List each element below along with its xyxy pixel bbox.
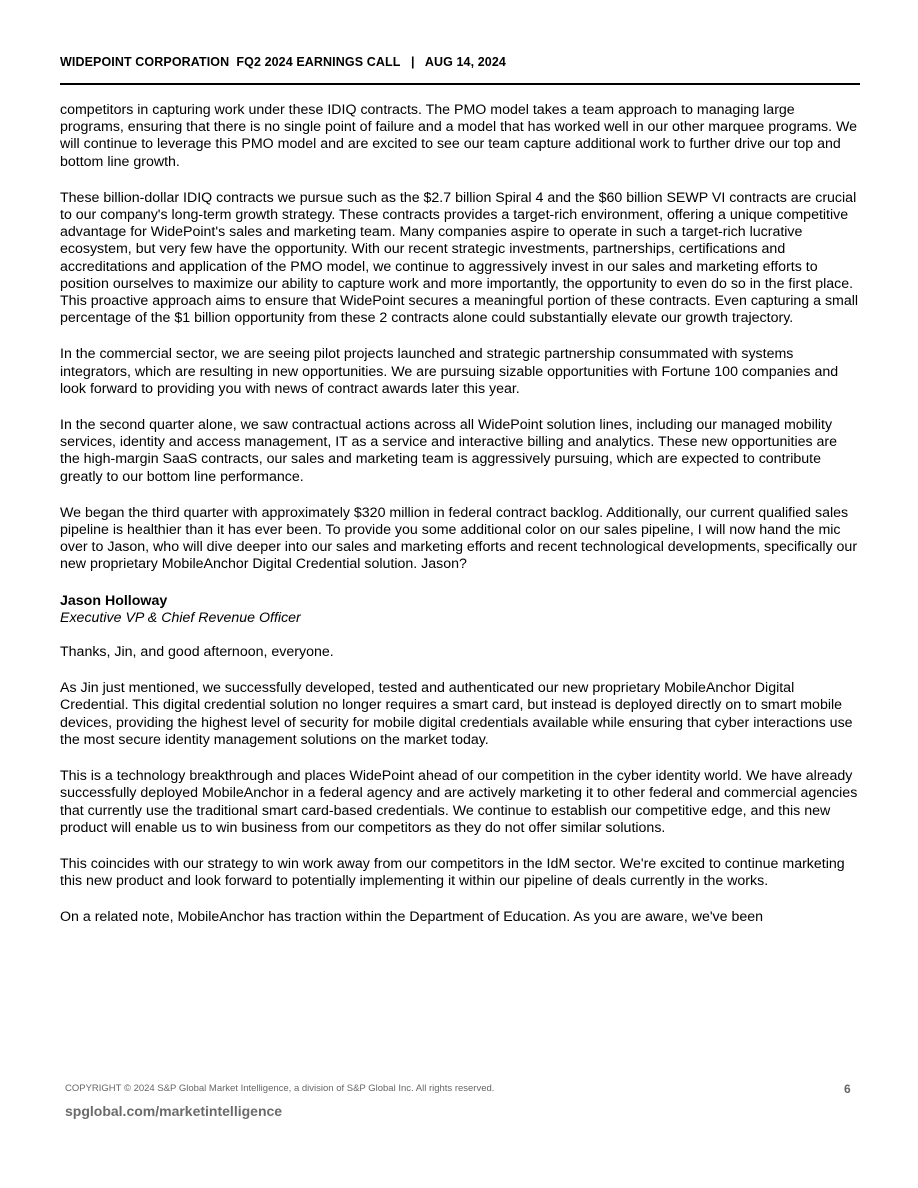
header-company: WIDEPOINT CORPORATION	[60, 55, 230, 69]
paragraph: In the second quarter alone, we saw contractual actions across all WidePoint solution lines, including our managed mobility services, identity and access management, IT as a service and interactive billing and analytics. These new opportunities are the high-margin SaaS contracts, our sales and marketing team is aggressively pursuing, which are expected to contribute greatly to our bottom line performance.	[60, 417, 838, 485]
paragraph: On a related note, MobileAnchor has traction within the Department of Education. As you are aware, we've been	[60, 909, 764, 926]
speaker-name: Jason Holloway	[60, 592, 168, 609]
paragraph: In the commercial sector, we are seeing pilot projects launched and strategic partnership consummated with systems integrators, which are resulting in new opportunities. We are pursuing sizable opportunities with Fortune 100 companies and look forward to providing you with news of contract awards later this year.	[60, 346, 839, 397]
transcript-body	[60, 102, 860, 946]
header-date: AUG 14, 2024	[424, 55, 506, 69]
page-number: 6	[844, 1082, 851, 1096]
paragraph: We began the third quarter with approximately $320 million in federal contract backlog. Additionally, our current qualified sales pipeline is healthier than it has ever been. To provide you some additional color on our sales pipeline, I will now hand the mic over to Jason, who will dive deeper into our sales and marketing efforts and recent technological developments, specifically our new proprietary MobileAnchor Digital Credential solution. Jason?	[60, 504, 858, 573]
paragraph: This coincides with our strategy to win work away from our competitors in the IdM sector. We're excited to continue marketing this new product and look forward to potentially implementing it within our pipeline of deals currently in the works.	[60, 855, 845, 890]
footer-url: spglobal.com/marketintelligence	[65, 1103, 283, 1119]
header-event: FQ2 2024 EARNINGS CALL	[236, 55, 401, 69]
paragraph: These billion-dollar IDIQ contracts we pursue such as the $2.7 billion Spiral 4 and the $60 billion SEWP VI contracts are crucial to our company's long-term growth strategy. These contracts provides a target-rich environment, offering a unique competitive advantage for WidePoint's sales and marketing team. Many companies aspire to operate in such a target-rich lucrative ecosystem, but very few have the opportunity. With our recent strategic investments, partnerships, certifications and accreditations and application of the PMO model, we continue to aggressively invest in our sales and marketing efforts to position ourselves to maximize our ability to capture work and more importantly, the opportunity to even do so in the first place. This proactive approach aims to ensure that WidePoint secures a meaningful portion of these contracts. Even capturing a small percentage of the $1 billion opportunity from these 2 contracts alone could substantially elevate our growth trajectory.	[60, 189, 859, 327]
speaker-block	[60, 593, 860, 627]
footer-copyright: COPYRIGHT © 2024 S&P Global Market Intelligence, a division of S&P Global Inc. All rights reserved.	[65, 1083, 495, 1094]
paragraph: As Jin just mentioned, we successfully developed, tested and authenticated our new proprietary MobileAnchor Digital Credential. This digital credential solution no longer requires a smart card, but instead is deployed directly on to smart mobile devices, providing the highest level of security for mobile digital credentials available while ensuring that cyber interactions use the most secure identity management solutions on the market today.	[60, 680, 853, 748]
paragraph: Thanks, Jin, and good afternoon, everyone.	[60, 644, 334, 661]
header-rule	[60, 83, 860, 85]
paragraph: competitors in capturing work under these IDIQ contracts. The PMO model takes a team approach to managing large programs, ensuring that there is no single point of failure and a model that has worked well in our other marquee programs. We will continue to leverage this PMO model and are excited to see our team capture additional work to further drive our top and bottom line growth.	[60, 102, 858, 170]
paragraph: This is a technology breakthrough and places WidePoint ahead of our competition in the cyber identity world. We have already successfully deployed MobileAnchor in a federal agency and are actively marketing it to other federal and commercial agencies that currently use the traditional smart card-based credentials. We continue to establish our competitive edge, and this new product will enable us to win business from our competitors as they do not offer similar solutions.	[60, 768, 858, 836]
document-header	[60, 55, 860, 69]
header-separator: |	[410, 55, 415, 69]
speaker-title: Executive VP & Chief Revenue Officer	[60, 609, 301, 626]
